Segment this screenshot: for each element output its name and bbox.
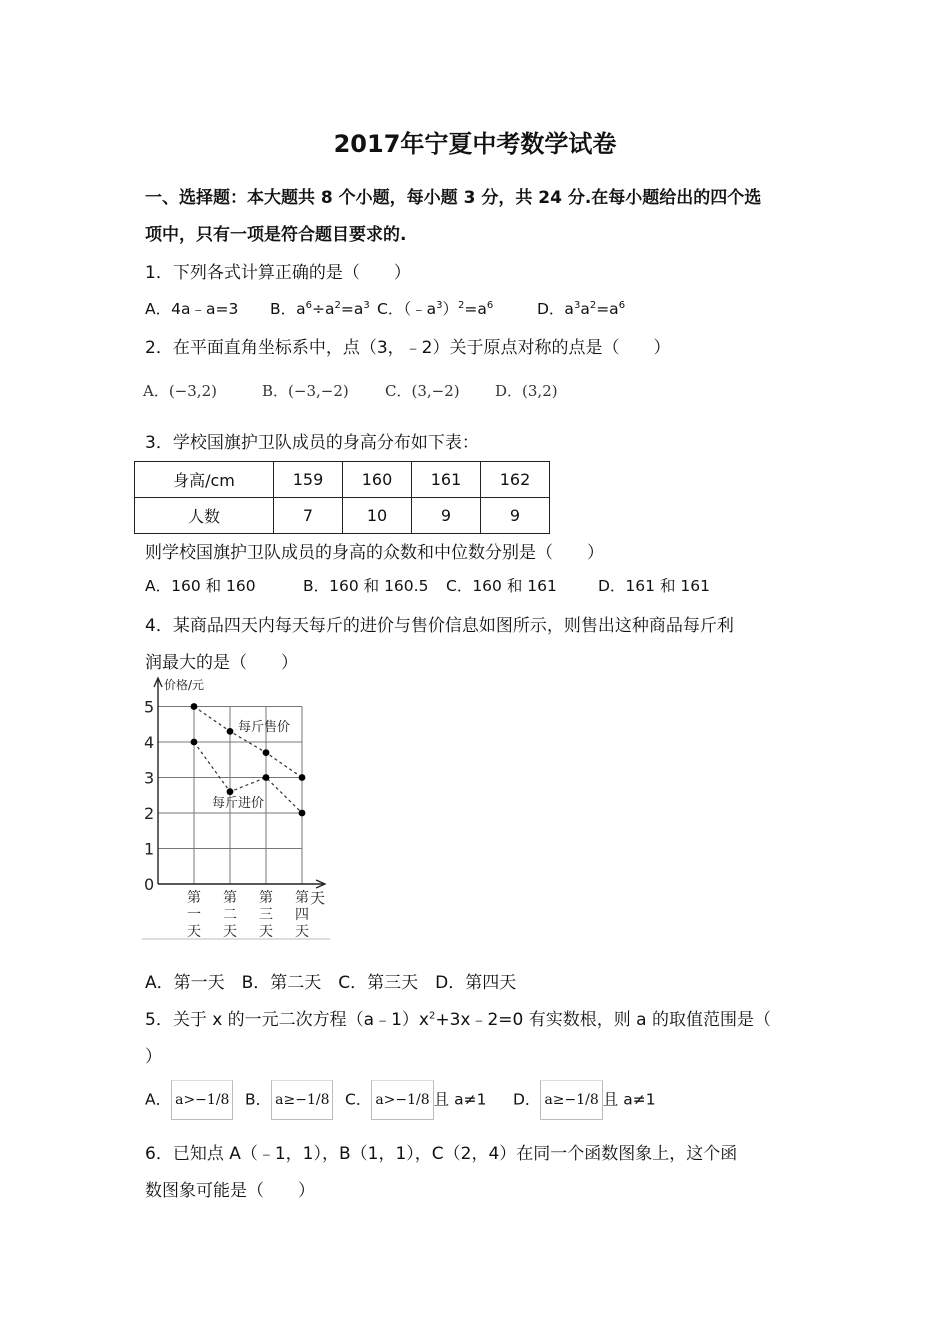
q3-option-c: C．160 和 161 [446, 577, 557, 595]
series-label: 每斤进价 [212, 796, 265, 811]
q6-stem-line1: 6．已知点 A（﹣1，1），B（1，1），C（2，4）在同一个函数图象上，这个函 [145, 1144, 738, 1164]
q3-option-a: A．160 和 160 [145, 577, 256, 595]
x-tick-label: 天 [187, 924, 201, 940]
q4-options: A．第一天 B．第二天 C．第三天 D．第四天 [145, 973, 517, 993]
table-cell: 162 [481, 462, 550, 498]
price-chart [140, 675, 335, 943]
table-cell: 7 [274, 498, 343, 534]
q3-stem: 3．学校国旗护卫队成员的身高分布如下表： [145, 433, 479, 453]
q1-stem: 1．下列各式计算正确的是（ ） [145, 263, 411, 283]
q5-stem-line1: 5．关于 x 的一元二次方程$(a﹣1)x^2+3x﹣2=0$ 有实数根，则 a 的取值范围是（ [145, 1010, 771, 1030]
data-point [299, 810, 306, 817]
formula-image: a≥−1/8 [540, 1080, 602, 1120]
x-tick-label: 四 [295, 907, 309, 923]
x-tick-label: 天 [223, 924, 237, 940]
q6-stem-line2: 数图象可能是（ ） [145, 1181, 315, 1201]
q2-option-b: B．(−3,−2) [262, 382, 349, 400]
y-tick-label: 4 [144, 733, 155, 752]
x-tick-label: 天 [295, 924, 309, 940]
q1-option-b: B．$a^6\div a^2=a^3$ [270, 299, 370, 318]
formula-image: a≥−1/8 [271, 1080, 333, 1120]
q3-followup: 则学校国旗护卫队成员的身高的众数和中位数分别是（ ） [145, 543, 604, 563]
q2-option-a: A．(−3,2) [143, 382, 217, 400]
height-table [134, 461, 550, 534]
x-tick-label: 第 [187, 890, 201, 906]
series-label: 每斤售价 [238, 720, 291, 735]
y-tick-label: 2 [144, 804, 155, 823]
table-cell: 9 [412, 498, 481, 534]
data-point [227, 728, 234, 735]
q2-stem: 2．在平面直角坐标系中，点（3，﹣2）关于原点对称的点是（ ） [145, 338, 671, 358]
data-point [227, 788, 234, 795]
data-point [263, 749, 270, 756]
q3-option-b: B．160 和 160.5 [303, 577, 429, 595]
x-tick-label: 第 [295, 890, 309, 906]
x-tick-label: 天 [259, 924, 273, 940]
section-heading-line2: 项中，只有一项是符合题目要求的. [145, 225, 407, 245]
table-row [135, 498, 550, 534]
section-heading-line1: 一、选择题：本大题共 8 个小题，每小题 3 分，共 24 分.在每小题给出的四个选 [145, 188, 762, 208]
data-point [263, 774, 270, 781]
x-tick-label: 第 [223, 890, 237, 906]
q5-option-b: B． a≥−1/8 [245, 1080, 333, 1120]
table-cell: 159 [274, 462, 343, 498]
x-tick-label: 三 [259, 907, 273, 923]
y-tick-label: 5 [144, 697, 155, 717]
data-point [191, 739, 198, 746]
q5-stem-line2: ） [145, 1047, 162, 1067]
y-tick-label: 1 [144, 839, 155, 859]
data-point [299, 774, 306, 781]
table-row [135, 462, 550, 498]
q1-option-a: A．4a﹣a=3 [145, 300, 239, 318]
q5-option-c: C． a>−1/8 且 a≠1 [345, 1080, 486, 1120]
x-axis-label: 天 [310, 889, 326, 907]
formula-image: a>−1/8 [171, 1080, 233, 1120]
table-cell: 9 [481, 498, 550, 534]
q5-option-d: D． a≥−1/8 且 a≠1 [513, 1080, 656, 1120]
q1-option-c: C．$(﹣a^3)^2=a^6$ [377, 299, 494, 318]
y-axis-label: 价格/元 [164, 678, 205, 692]
q5-option-a: A． a>−1/8 [145, 1080, 233, 1120]
page-title: 2017年宁夏中考数学试卷 [333, 130, 617, 158]
q4-stem-line1: 4．某商品四天内每天每斤的进价与售价信息如图所示，则售出这种商品每斤利 [145, 616, 734, 636]
x-tick-label: 一 [187, 907, 201, 923]
y-tick-label: 0 [144, 875, 155, 894]
table-cell: 161 [412, 462, 481, 498]
q3-option-d: D．161 和 161 [598, 577, 710, 595]
x-tick-label: 第 [259, 890, 273, 906]
q2-option-d: D．(3,2) [495, 382, 558, 400]
table-cell: 人数 [135, 498, 274, 534]
q1-option-d: D．$a^3a^2=a^6$ [537, 299, 626, 318]
y-tick-label: 3 [144, 768, 155, 788]
q4-stem-line2: 润最大的是（ ） [145, 653, 298, 673]
table-cell: 身高/cm [135, 462, 274, 498]
x-tick-label: 二 [223, 907, 237, 923]
data-point [191, 703, 198, 710]
table-cell: 160 [343, 462, 412, 498]
q2-option-c: C．(3,−2) [385, 382, 460, 400]
formula-image: a>−1/8 [371, 1080, 433, 1120]
table-cell: 10 [343, 498, 412, 534]
